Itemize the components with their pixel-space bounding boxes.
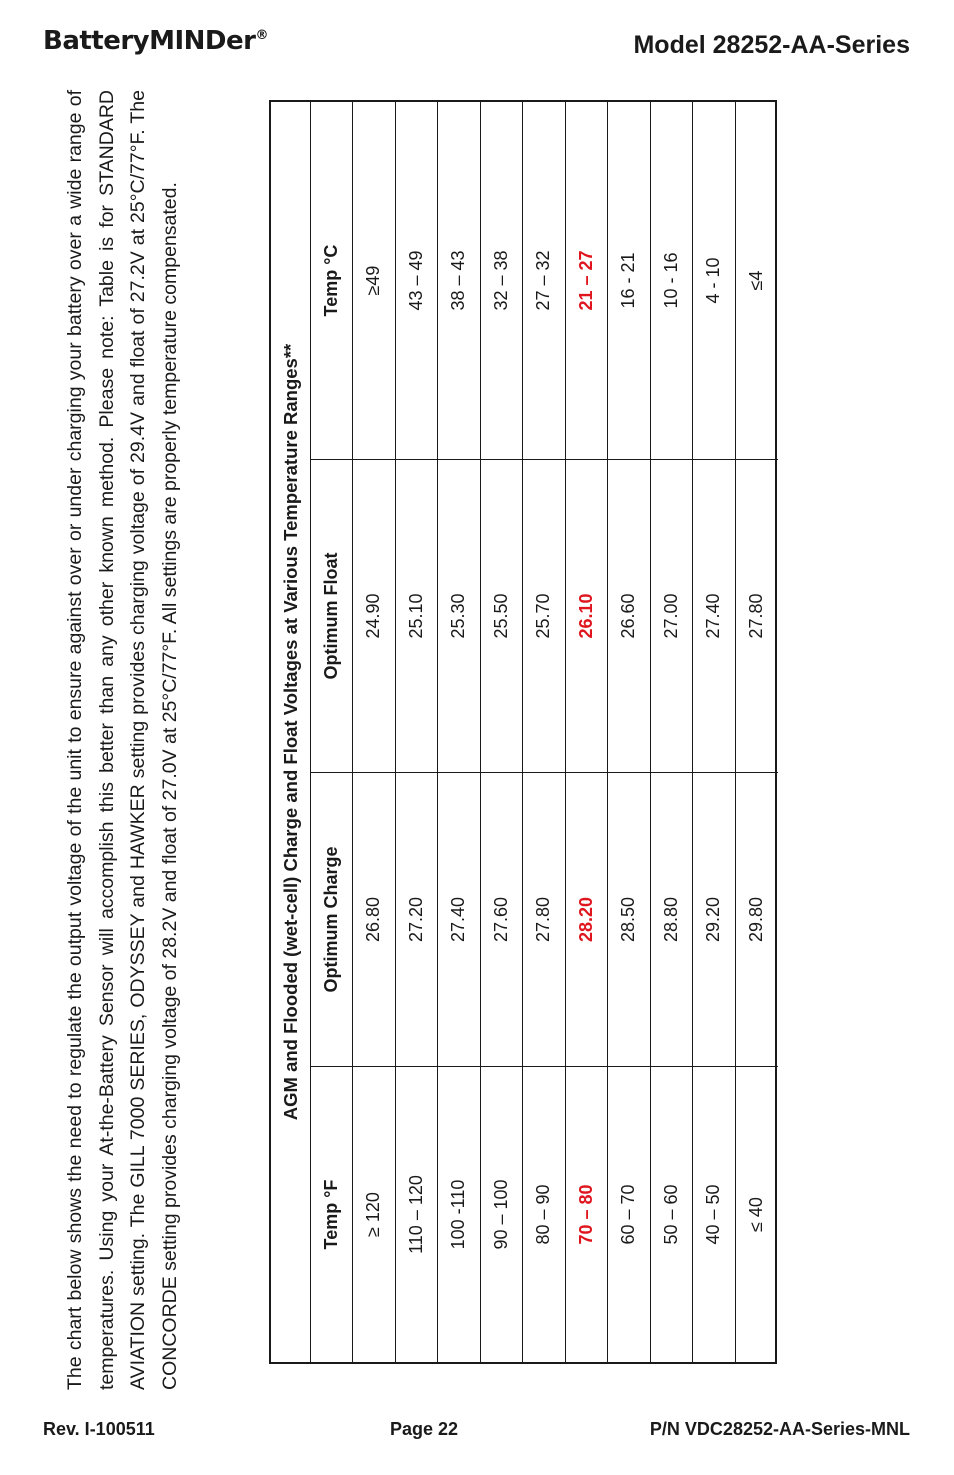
header-temp-c: Temp °C bbox=[321, 244, 341, 317]
cell-charge: 26.80 bbox=[353, 772, 395, 1066]
cell-charge: 27.20 bbox=[396, 772, 438, 1066]
intro-paragraph: The chart below shows the need to regulate the output voltage of the unit to ensure against over or under charging your battery over a wide range of temperatures. Using your At-the-Battery Sensor will accomplish this better than any other known method. Please note: Table is for STANDARD AVIATION setting. The GILL 7000 SERIES, ODYSSEY and HAWKER setting provides charging voltage of 29.4V and float of 27.2V at 25°C/77°F. The CONCORDE setting provides charging voltage of 28.2V and float of 27.0V at 25°C/77°F. All settings are properly temperature compensated. bbox=[64, 90, 181, 1390]
cell-temp-c: 27 – 32 bbox=[533, 250, 553, 311]
cell-temp-c: 16 - 21 bbox=[618, 252, 638, 309]
cell-temp-c: 43 – 49 bbox=[405, 250, 426, 311]
table-row bbox=[693, 102, 736, 1362]
cell-temp-c: 4 - 10 bbox=[703, 257, 723, 304]
cell-charge: 27.80 bbox=[523, 772, 565, 1066]
cell-float: 25.70 bbox=[523, 459, 565, 772]
cell-temp-f: 40 – 50 bbox=[693, 1066, 735, 1362]
cell-temp-f: 70 – 80 bbox=[566, 1066, 608, 1362]
cell-temp-f: 110 – 120 bbox=[396, 1066, 438, 1362]
table-caption: AGM and Flooded (wet-cell) Charge and Float Voltages at Various Temperature Ranges** bbox=[271, 102, 311, 1362]
brand-name: BatteryMINDer bbox=[43, 26, 256, 56]
header-optimum-charge: Optimum Charge bbox=[311, 772, 352, 1066]
cell-temp-f: 60 – 70 bbox=[608, 1066, 650, 1362]
cell-charge: 27.60 bbox=[481, 772, 523, 1066]
cell-charge: 28.50 bbox=[608, 772, 650, 1066]
cell-charge: 27.40 bbox=[438, 772, 480, 1066]
header-temp-f: Temp °F bbox=[311, 1066, 352, 1362]
table-row bbox=[523, 102, 566, 1362]
cell-temp-c: 21 – 27 bbox=[575, 250, 596, 311]
table-row bbox=[396, 102, 439, 1362]
cell-float: 27.40 bbox=[693, 459, 735, 772]
cell-temp-c: 10 - 16 bbox=[660, 252, 681, 309]
table-row-highlighted bbox=[566, 102, 609, 1362]
table-row bbox=[736, 102, 779, 1362]
registered-mark: ® bbox=[255, 28, 268, 43]
cell-float: 27.80 bbox=[736, 459, 779, 772]
cell-temp-f: ≤ 40 bbox=[736, 1066, 779, 1362]
revision-label: Rev. I-100511 bbox=[43, 1419, 155, 1439]
cell-temp-f: 100 -110 bbox=[438, 1066, 480, 1362]
table-row bbox=[651, 102, 694, 1362]
cell-float: 26.10 bbox=[566, 459, 608, 772]
part-number: P/N VDC28252-AA-Series-MNL bbox=[649, 1419, 910, 1439]
table-header-row bbox=[311, 102, 353, 1362]
page-number: Page 22 bbox=[390, 1419, 459, 1439]
cell-temp-c: 38 – 43 bbox=[448, 250, 468, 311]
brand-logo bbox=[43, 26, 268, 56]
cell-float: 25.30 bbox=[438, 459, 480, 772]
rotated-content bbox=[60, 90, 780, 1390]
header-optimum-float: Optimum Float bbox=[311, 459, 352, 772]
cell-temp-f: 90 – 100 bbox=[481, 1066, 523, 1362]
cell-temp-c: ≥49 bbox=[363, 265, 383, 296]
cell-temp-c: 32 – 38 bbox=[490, 250, 511, 311]
table-row bbox=[481, 102, 524, 1362]
cell-temp-f: 80 – 90 bbox=[523, 1066, 565, 1362]
cell-float: 25.50 bbox=[481, 459, 523, 772]
cell-charge: 29.20 bbox=[693, 772, 735, 1066]
cell-temp-c: ≤4 bbox=[745, 270, 766, 291]
cell-charge: 29.80 bbox=[736, 772, 779, 1066]
cell-float: 26.60 bbox=[608, 459, 650, 772]
cell-charge: 28.80 bbox=[651, 772, 693, 1066]
table-row bbox=[353, 102, 396, 1362]
voltage-table bbox=[269, 100, 777, 1364]
table-row bbox=[438, 102, 481, 1362]
cell-temp-f: 50 – 60 bbox=[651, 1066, 693, 1362]
cell-float: 24.90 bbox=[353, 459, 395, 772]
cell-temp-f: ≥ 120 bbox=[353, 1066, 395, 1362]
cell-float: 25.10 bbox=[396, 459, 438, 772]
cell-charge: 28.20 bbox=[566, 772, 608, 1066]
model-title: Model 28252-AA-Series bbox=[633, 31, 910, 59]
table-row bbox=[608, 102, 651, 1362]
cell-float: 27.00 bbox=[651, 459, 693, 772]
